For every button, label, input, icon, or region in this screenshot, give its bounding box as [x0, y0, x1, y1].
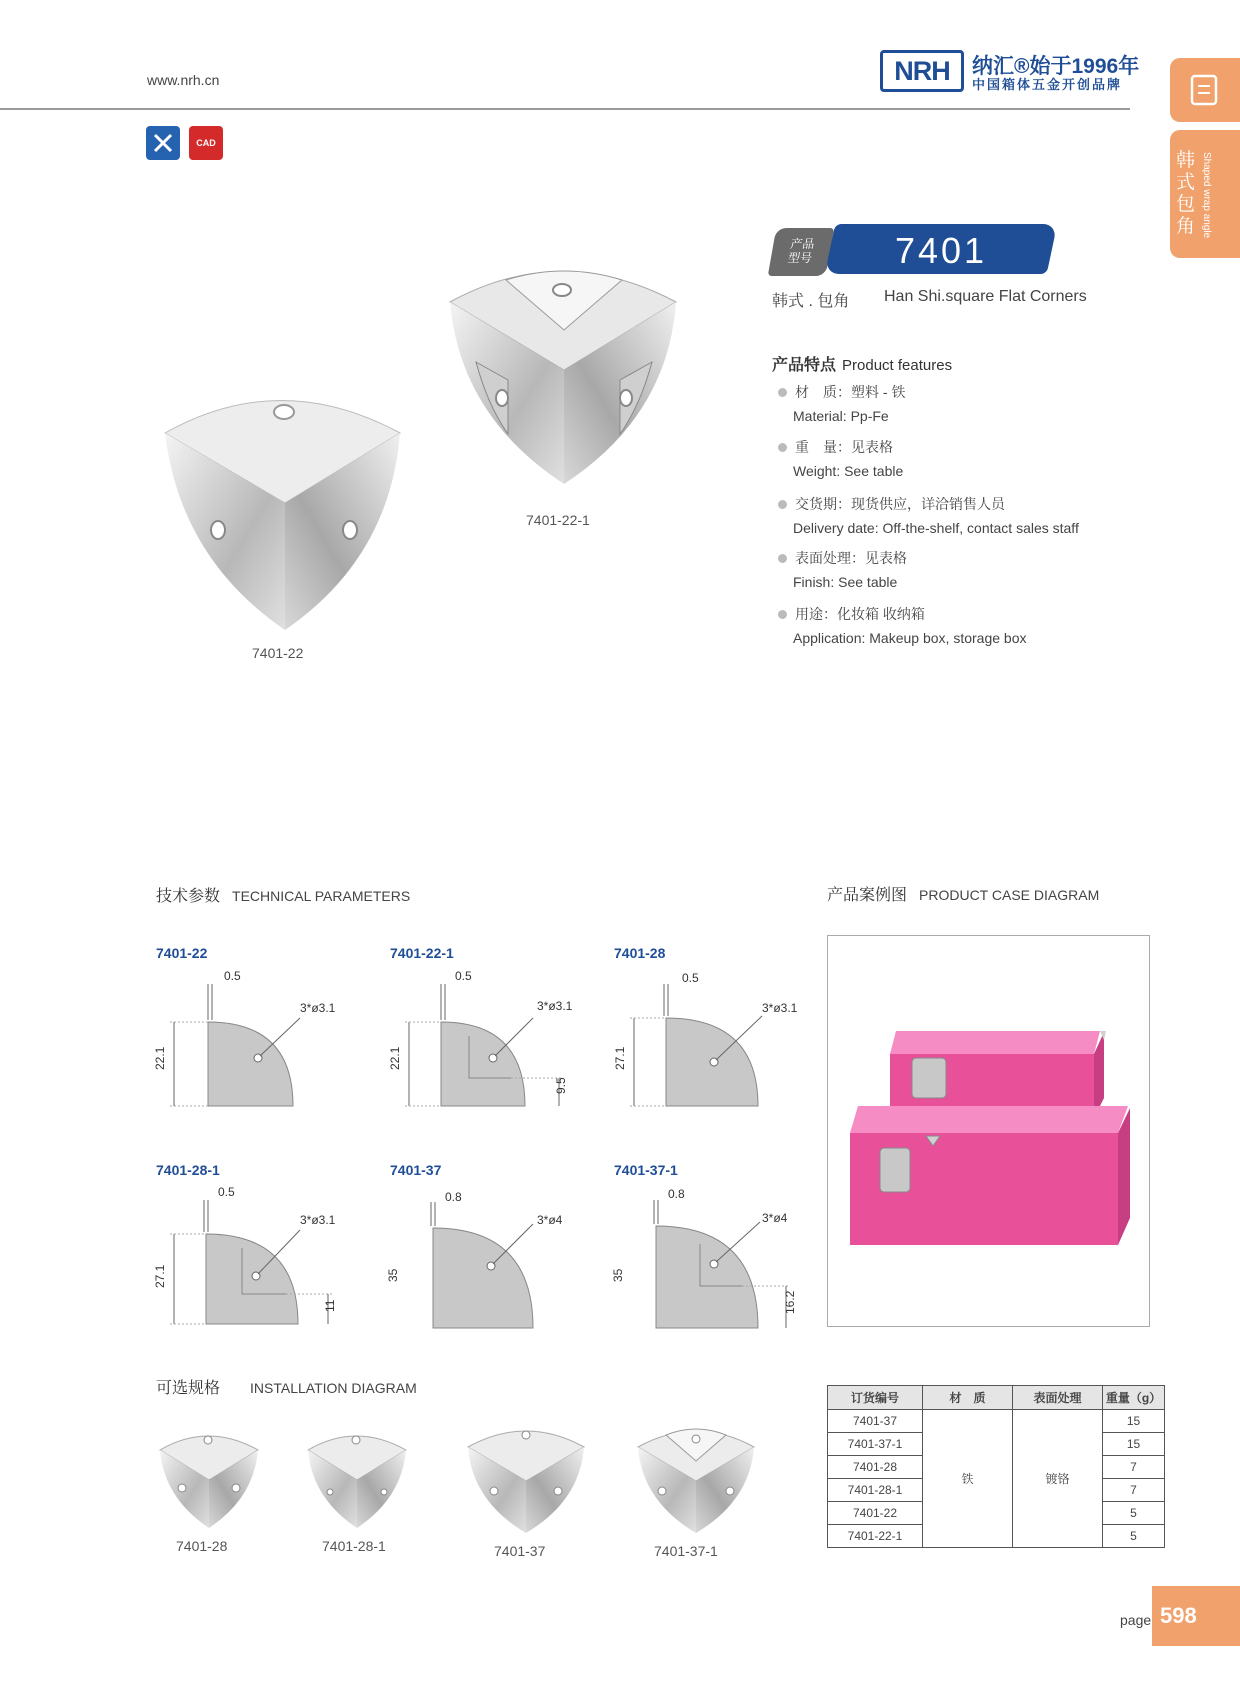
install-label-7401-37-1: 7401-37-1 [654, 1543, 718, 1559]
bullet-icon [778, 500, 787, 509]
side-tab-label-cn: 韩式包角 [1176, 150, 1196, 237]
dim-height: 27.1 [153, 1264, 167, 1288]
dim-height: 22.1 [388, 1046, 402, 1070]
model-label: 产品型号 [786, 237, 816, 265]
diagram-7401-22-1 [385, 962, 585, 1112]
bullet-icon [778, 610, 787, 619]
cell-weight: 15 [1103, 1433, 1165, 1456]
feature-cn: 材 质：塑料 - 铁 [795, 384, 906, 400]
case-title [827, 882, 1099, 905]
dim-holes: 3*ø4 [537, 1213, 563, 1227]
dim-thickness: 0.8 [668, 1187, 685, 1201]
case-image-pink-boxes [828, 936, 1149, 1326]
case-title-en: PRODUCT CASE DIAGRAM [919, 887, 1100, 903]
cell-code: 7401-28 [828, 1456, 923, 1479]
column-header-weight: 重量（g） [1103, 1386, 1165, 1410]
page-number: 598 [1152, 1586, 1240, 1646]
technical-title-cn: 技术参数 [156, 888, 221, 905]
dim-extra: 16.2 [783, 1290, 797, 1314]
installation-title [156, 1375, 417, 1398]
dim-thickness: 0.5 [682, 971, 699, 985]
install-label-7401-28-1: 7401-28-1 [322, 1538, 386, 1554]
side-tab-document[interactable] [1170, 58, 1240, 122]
product-image-7401-22-1 [446, 266, 682, 486]
features-title-cn: 产品特点 [772, 357, 837, 374]
diagram-title: 7401-28-1 [156, 1162, 220, 1178]
dim-thickness: 0.5 [218, 1185, 235, 1199]
install-label-7401-28: 7401-28 [176, 1538, 228, 1554]
header-divider [0, 108, 1130, 110]
install-image-7401-28-1 [306, 1430, 408, 1530]
dim-holes: 3*ø3.1 [300, 1213, 336, 1227]
features-title-en: Product features [842, 357, 953, 374]
diagram-title: 7401-28 [614, 945, 666, 961]
dim-height: 35 [611, 1268, 625, 1282]
column-header-finish: 表面处理 [1013, 1386, 1103, 1410]
spec-table [827, 1385, 1165, 1548]
cad-icon[interactable]: CAD [189, 126, 223, 160]
feature-en: Delivery date: Off-the-shelf, contact sales staff [793, 520, 1079, 536]
cell-code: 7401-37 [828, 1410, 923, 1433]
product-image-7401-22 [160, 398, 410, 633]
feature-en: Weight: See table [793, 463, 904, 479]
dim-height: 27.1 [613, 1046, 627, 1070]
product-name-cn: 韩式 . 包角 [772, 293, 850, 310]
dim-height: 22.1 [153, 1046, 167, 1070]
diagram-title: 7401-22 [156, 945, 208, 961]
dim-holes: 3*ø3.1 [537, 999, 573, 1013]
cell-weight: 15 [1103, 1410, 1165, 1433]
installation-title-en: INSTALLATION DIAGRAM [250, 1380, 417, 1396]
bullet-icon [778, 554, 787, 563]
cell-weight: 5 [1103, 1525, 1165, 1548]
install-label-7401-37: 7401-37 [494, 1543, 546, 1559]
feature-item-weight [778, 435, 903, 483]
feature-cn: 交货期：现货供应，详洽销售人员 [795, 496, 1005, 512]
product-label-7401-22-1: 7401-22-1 [526, 512, 590, 528]
dim-extra: 9.5 [554, 1077, 568, 1094]
cell-finish: 镀铬 [1013, 1410, 1103, 1548]
features-title [772, 352, 952, 375]
feature-cn: 重 量：见表格 [795, 439, 893, 455]
table-header-row [828, 1386, 1165, 1410]
feature-en: Application: Makeup box, storage box [793, 630, 1027, 646]
dim-holes: 3*ø4 [762, 1211, 788, 1225]
install-image-7401-37-1 [636, 1425, 756, 1535]
feature-cn: 用途：化妆箱 收纳箱 [795, 606, 925, 622]
document-icon [1170, 58, 1240, 122]
feature-en: Material: Pp-Fe [793, 408, 889, 424]
dim-extra: 11 [323, 1299, 337, 1312]
dim-thickness: 0.5 [224, 969, 241, 983]
cell-code: 7401-22 [828, 1502, 923, 1525]
product-name-en: Han Shi.square Flat Corners [884, 288, 1087, 305]
diagram-7401-28-1 [150, 1180, 350, 1330]
dim-thickness: 0.8 [445, 1190, 462, 1204]
diagram-title: 7401-37-1 [614, 1162, 678, 1178]
brand-slogan: 中国箱体五金开创品牌 [972, 77, 1123, 92]
dim-thickness: 0.5 [455, 969, 472, 983]
side-tab-label-en: Shaped wrap angle [1201, 152, 1212, 239]
table-row [828, 1410, 1165, 1433]
diagram-7401-28 [610, 962, 810, 1112]
diagram-7401-37 [385, 1180, 585, 1330]
cell-material: 铁 [923, 1410, 1013, 1548]
install-image-7401-37 [466, 1425, 586, 1535]
diagram-title: 7401-22-1 [390, 945, 454, 961]
feature-item-finish [778, 546, 907, 594]
cell-code: 7401-37-1 [828, 1433, 923, 1456]
case-title-cn: 产品案例图 [827, 887, 908, 904]
cell-code: 7401-22-1 [828, 1525, 923, 1548]
installation-title-cn: 可选规格 [156, 1380, 221, 1397]
tools-icon[interactable] [146, 126, 180, 160]
dim-height: 35 [386, 1268, 400, 1282]
column-header-code: 订货编号 [828, 1386, 923, 1410]
install-image-7401-28 [158, 1430, 260, 1530]
feature-item-material [778, 380, 905, 428]
feature-item-application [778, 602, 1026, 650]
model-number: 7401 [894, 230, 988, 271]
feature-en: Finish: See table [793, 574, 898, 590]
model-label-badge [768, 228, 834, 276]
wrench-icon [151, 131, 175, 155]
site-url[interactable]: www.nrh.cn [147, 72, 220, 88]
feature-item-delivery [778, 492, 1079, 540]
bullet-icon [778, 388, 787, 397]
bullet-icon [778, 443, 787, 452]
technical-title-en: TECHNICAL PARAMETERS [232, 888, 411, 904]
cell-weight: 7 [1103, 1479, 1165, 1502]
page-label: page [1120, 1612, 1152, 1628]
diagram-7401-37-1 [610, 1180, 810, 1330]
brand-name: 纳汇®始于1996年 [972, 55, 1140, 78]
cell-code: 7401-28-1 [828, 1479, 923, 1502]
diagram-7401-22 [150, 962, 350, 1112]
product-label-7401-22: 7401-22 [252, 645, 304, 661]
dim-holes: 3*ø3.1 [762, 1001, 798, 1015]
column-header-material: 材 质 [923, 1386, 1013, 1410]
technical-title [156, 883, 410, 906]
case-image-frame [827, 935, 1150, 1327]
feature-cn: 表面处理：见表格 [795, 550, 907, 566]
cell-weight: 5 [1103, 1502, 1165, 1525]
diagram-title: 7401-37 [390, 1162, 442, 1178]
brand-logo: NRH [880, 50, 964, 92]
dim-holes: 3*ø3.1 [300, 1001, 336, 1015]
cell-weight: 7 [1103, 1456, 1165, 1479]
